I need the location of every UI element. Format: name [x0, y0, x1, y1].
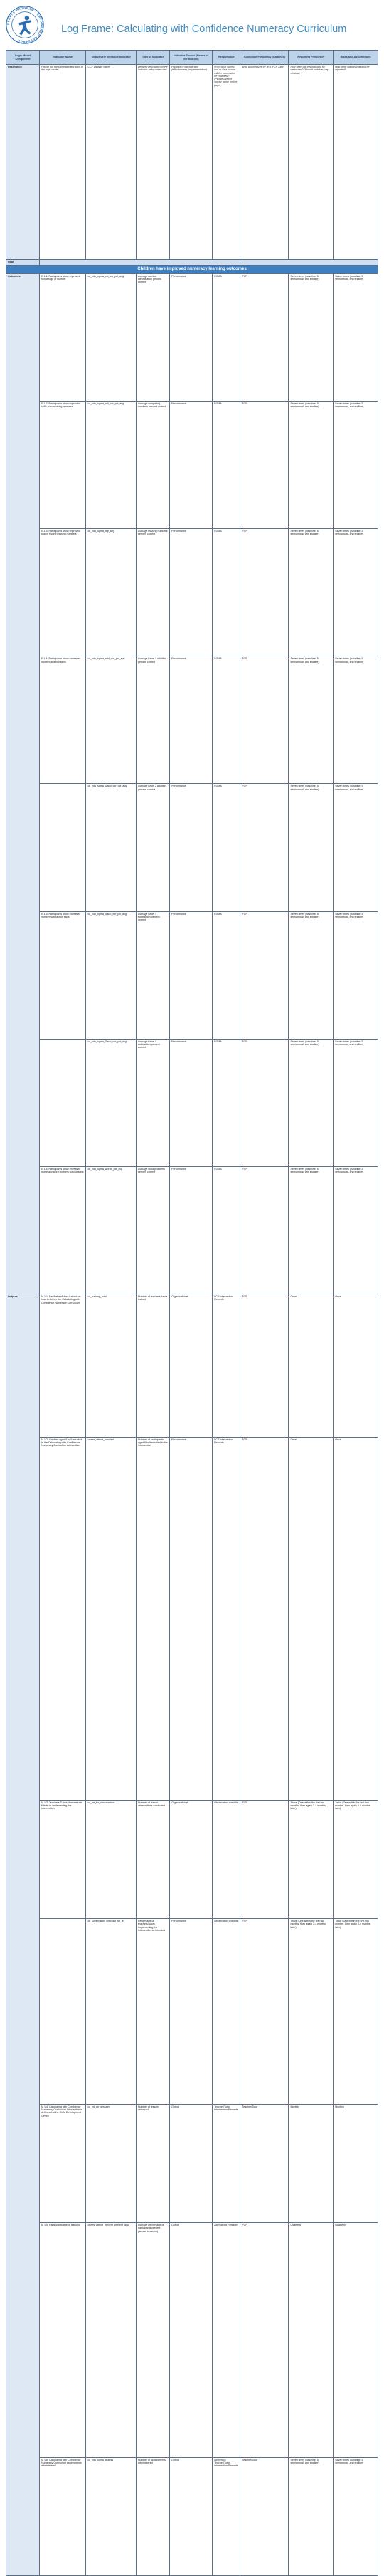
table-cell: Once — [334, 1294, 378, 1438]
column-header: Logic Model Component — [6, 51, 40, 65]
table-cell: EGMA — [213, 529, 240, 656]
table-cell: Twice (One within the first two months, then again 3-4 months later) — [289, 1800, 334, 1918]
table-row — [6, 656, 378, 784]
table-cell: Seven times (baseline, 5 semiannual, and endline) — [289, 529, 334, 656]
table-cell — [40, 1039, 86, 1166]
table-cell: EGMA — [213, 656, 240, 784]
table-cell: E 1.4: Participants show increased number addition skills — [40, 656, 86, 784]
table-cell: Number of participants aged 6 to 9 enrolled in the intervention — [137, 1437, 170, 1800]
table-cell: Performance — [170, 911, 213, 1039]
table-cell: cc_ed_crr_sessions — [86, 2104, 137, 2222]
table-cell: Average Level 1 addition percent correct — [137, 656, 170, 784]
table-cell: EGMA — [213, 273, 240, 401]
table-cell: Seven times (baseline, 5 semiannual, and endline) — [334, 273, 378, 401]
table-cell: Organizational — [170, 1294, 213, 1438]
table-cell: EGMA — [213, 1166, 240, 1294]
table-cell: Performance — [170, 529, 213, 656]
goal-banner: Children have improved numeracy learning outcomes — [6, 265, 378, 273]
column-header: Indicator Name — [40, 51, 86, 65]
log-frame-table — [6, 50, 378, 2576]
column-header: Objectively Verifiable Indicator — [86, 51, 137, 65]
table-cell: Seven times (baseline, 5 semiannual, and endline) — [289, 1039, 334, 1166]
table-cell: E 1.2: Participants show improved skills in comparing numbers — [40, 401, 86, 528]
table-row — [6, 1919, 378, 2105]
table-cell: Average Level 2 subtraction percent correct — [137, 1039, 170, 1166]
table-row — [6, 911, 378, 1039]
table-cell: Once — [289, 1437, 334, 1800]
description-cell: How often will this indicator be measured? (Should match survey window) — [289, 65, 334, 260]
table-cell: Performance — [170, 1919, 213, 2105]
table-cell: cc_edu_sgma_l1sub_cor_pct_avg — [86, 911, 137, 1039]
table-cell: EGMA — [213, 1039, 240, 1166]
table-cell: Performance — [170, 656, 213, 784]
table-row — [6, 1166, 378, 1294]
table-cell: E 1.5: Participants show increased number subtraction skills — [40, 911, 86, 1039]
goal-spacer — [40, 259, 378, 265]
table-cell: Average Level 1 subtraction percent correct — [137, 911, 170, 1039]
section-label: Outcomes — [6, 273, 40, 1294]
table-cell: Seven times (baseline, 5 semiannual, and endline) — [334, 911, 378, 1039]
header-row — [6, 51, 378, 65]
table-cell: Seven times (baseline, 5 semiannual, and endline) — [334, 401, 378, 528]
table-cell: Output — [170, 2104, 213, 2222]
table-cell: Seven times (baseline, 5 semiannual, and endline) — [289, 784, 334, 911]
table-cell: E 1.6: Participants show increased numeracy word problem solving skills — [40, 1166, 86, 1294]
table-row — [6, 784, 378, 911]
table-cell: FCP — [240, 1437, 289, 1800]
table-row — [6, 1437, 378, 1800]
table-cell: cc_ed_tcr_observations — [86, 1800, 137, 1918]
table-cell: M 1.5: Participants attend lessons — [40, 2223, 86, 2458]
column-header: Type of Indicator — [137, 51, 170, 65]
description-cell: How often will this indicator be reported? — [334, 65, 378, 260]
table-cell: Observation checklist — [213, 1919, 240, 2105]
table-cell: cc_edu_sgma_ndi_cor_pct_avg — [86, 401, 137, 528]
table-cell: Performance — [170, 401, 213, 528]
table-cell: FCP Intervention Records — [213, 1437, 240, 1800]
table-cell: Monthly — [289, 2104, 334, 2222]
table-cell: EGMA — [213, 911, 240, 1039]
table-cell: M 1.6: Calculating with Confidence Numeracy Curriculum assessments administered — [40, 2457, 86, 2575]
table-cell: FCP — [240, 656, 289, 784]
table-row — [6, 273, 378, 401]
logo-ring-text: GLOBAL PROGRAM · EMPOWERED RESEARCH — [6, 6, 44, 44]
table-cell: Average Level 2 addition percent correct — [137, 784, 170, 911]
row-label: Description — [6, 65, 40, 260]
description-cell: Detailed description of the indicator being measured — [137, 65, 170, 260]
table-row — [6, 2223, 378, 2458]
table-cell: cc_supervision_checklist_fid_fe — [86, 1919, 137, 2105]
table-cell: FCP — [240, 273, 289, 401]
table-cell: cc_edu_sgma_l2sub_cor_pct_avg — [86, 1039, 137, 1166]
table-cell: Number of lesson observations conducted — [137, 1800, 170, 1918]
table-cell: Seven times (baseline, 5 semiannual, and endline) — [289, 401, 334, 528]
table-cell: FCP — [240, 1919, 289, 2105]
table-cell: cc_training_total — [86, 1294, 137, 1438]
table-cell: FCP — [240, 529, 289, 656]
table-cell: Quarterly — [334, 2223, 378, 2458]
table-cell: Teacher/Tutor — [240, 2104, 289, 2222]
table-cell: Number of teachers/tutors trained — [137, 1294, 170, 1438]
section-label: Outputs — [6, 1294, 40, 2576]
table-cell: Average missing numbers percent correct — [137, 529, 170, 656]
table-cell: EGMA — [213, 784, 240, 911]
table-cell: Seven times (baseline, 5 semiannual, and endline) — [334, 1166, 378, 1294]
logo-figure-icon — [18, 16, 31, 35]
table-cell: FCP — [240, 1166, 289, 1294]
table-cell: E 1.3: Participants show improved skill in finding missing numbers — [40, 529, 86, 656]
table-cell: Percentage of teachers/tutors implementing the intervention as intended — [137, 1919, 170, 2105]
table-row — [6, 1800, 378, 1918]
table-cell: Quarterly — [289, 2223, 334, 2458]
table-cell: FCP — [240, 784, 289, 911]
table-cell: Performance — [170, 1166, 213, 1294]
table-row — [6, 401, 378, 528]
table-row — [6, 2457, 378, 2575]
organization-logo — [4, 4, 46, 46]
table-cell: Number of lessons delivered — [137, 2104, 170, 2222]
table-cell: Seven times (baseline, 5 semiannual, and endline) — [334, 1039, 378, 1166]
table-cell: M 1.4: Calculating with Confidence Numeracy Curriculum intervention is delivered at the Child Development Centre — [40, 2104, 86, 2222]
table-row — [6, 1039, 378, 1166]
table-cell: Seven times (baseline, 5 semiannual, and endline) — [289, 911, 334, 1039]
table-cell: Observation checklist — [213, 1800, 240, 1918]
table-row — [6, 529, 378, 656]
table-cell: FCP — [240, 1294, 289, 1438]
table-cell: Performance — [170, 784, 213, 911]
table-cell: Once — [334, 1437, 378, 1800]
table-cell: Numeracy Teacher/Tutor Intervention Records — [213, 2457, 240, 2575]
table-cell: Seven times (baseline, 5 semiannual, and endline) — [334, 784, 378, 911]
description-cell: CCF variable name — [86, 65, 137, 260]
table-cell: cc_edu_sgma_l2add_cor_pct_avg — [86, 784, 137, 911]
table-cell: FCP — [240, 401, 289, 528]
table-cell: Seven times (baseline, 5 semiannual, and endline) — [334, 529, 378, 656]
table-cell: Performance — [170, 1039, 213, 1166]
table-cell: Performance — [170, 273, 213, 401]
table-cell: FCP — [240, 2223, 289, 2458]
table-cell: Average comparing numbers percent correct — [137, 401, 170, 528]
table-cell: Twice (One within the first two months, then again 3-4 months later) — [334, 1919, 378, 2105]
table-cell: FCP — [240, 911, 289, 1039]
table-cell: Performance — [170, 1437, 213, 1800]
table-cell: Seven times (baseline, 5 semiannual, and endline) — [289, 273, 334, 401]
table-row — [6, 1294, 378, 1438]
table-cell: Attendance Register — [213, 2223, 240, 2458]
table-cell: cc_edu_sgma_assess — [86, 2457, 137, 2575]
description-cell: Please put the same wording as is in the logic model — [40, 65, 86, 260]
goal-row — [6, 259, 378, 265]
table-cell: E 1.1: Participants show improved knowledge of number — [40, 273, 86, 401]
table-cell: Seven times (baseline, 5 semiannual, and endline) — [289, 656, 334, 784]
description-cell: Purpose of the indicator (effectiveness, implementation) — [170, 65, 213, 260]
description-row — [6, 65, 378, 260]
table-cell: Teacher/Tutor — [240, 2457, 289, 2575]
table-cell: Average word problems percent correct — [137, 1166, 170, 1294]
table-cell: cc_edu_sgma_nkl_cor_pct_avg — [86, 273, 137, 401]
description-cell: Who will measure it? (e.g. FCP, tutor) — [240, 65, 289, 260]
table-cell: Twice (One within the first two months, then again 3-4 months later) — [334, 1800, 378, 1918]
table-cell: cc_edu_sgma_add_cor_pct_avg — [86, 656, 137, 784]
table-cell: Organizational — [170, 1800, 213, 1918]
table-cell: cc_edu_sgma_mp_avg — [86, 529, 137, 656]
description-cell: From what survey tool or data source will the information be collected? (Please use the survey name (or the page) — [213, 65, 240, 260]
table-cell: FCP — [240, 1800, 289, 1918]
table-cell: Output — [170, 2457, 213, 2575]
table-cell: Once — [289, 1294, 334, 1438]
table-cell: Monthly — [334, 2104, 378, 2222]
table-cell: Average percentage of participants present (across sessions) — [137, 2223, 170, 2458]
table-cell: cc_edu_sgma_wprob_pct_avg — [86, 1166, 137, 1294]
table-cell: Teacher/Tutor Intervention Records — [213, 2104, 240, 2222]
table-cell: cnees_attend_percent_present_avg — [86, 2223, 137, 2458]
table-cell: Seven times (baseline, 5 semiannual, and endline) — [289, 2457, 334, 2575]
table-cell: M 1.3: Teachers/Tutors demonstrate fidelity in implementing the intervention — [40, 1800, 86, 1918]
table-cell: Twice (One within the first two months, then again 3-4 months later) — [289, 1919, 334, 2105]
table-cell: Seven times (baseline, 5 semiannual, and endline) — [334, 656, 378, 784]
table-cell: Output — [170, 2223, 213, 2458]
table-cell: Seven times (baseline, 5 semiannual, and endline) — [289, 1166, 334, 1294]
table-cell: Seven times (baseline, 5 semiannual, and endline) — [334, 2457, 378, 2575]
table-cell: M 1.2: Children aged 6 to 9 enrolled in the Calculating with Confidence Numeracy Curriculum intervention — [40, 1437, 86, 1800]
table-cell — [40, 784, 86, 911]
table-cell: Number of assessments administered — [137, 2457, 170, 2575]
column-header: Indicator Source (Means of Verification) — [170, 51, 213, 65]
table-cell: EGMA — [213, 401, 240, 528]
column-header: Responsible — [213, 51, 240, 65]
table-cell: Average number identification percent correct — [137, 273, 170, 401]
row-label: Goal — [6, 259, 40, 265]
table-cell: cnees_attend_enrolled — [86, 1437, 137, 1800]
table-cell: FCP — [240, 1039, 289, 1166]
table-cell: FCP Intervention Records — [213, 1294, 240, 1438]
column-header: Collection Frequency (Cadence) — [240, 51, 289, 65]
column-header: Risks and Assumptions — [334, 51, 378, 65]
page-title: Log Frame: Calculating with Confidence Numeracy Curriculum — [61, 23, 374, 35]
column-header: Reporting Frequency — [289, 51, 334, 65]
table-cell — [40, 1919, 86, 2105]
table-cell: M 1.1: Facilitators/tutors trained on how to deliver the Calculating with Confidence Numeracy Curriculum — [40, 1294, 86, 1438]
goal-banner-row — [6, 265, 378, 273]
table-row — [6, 2104, 378, 2222]
